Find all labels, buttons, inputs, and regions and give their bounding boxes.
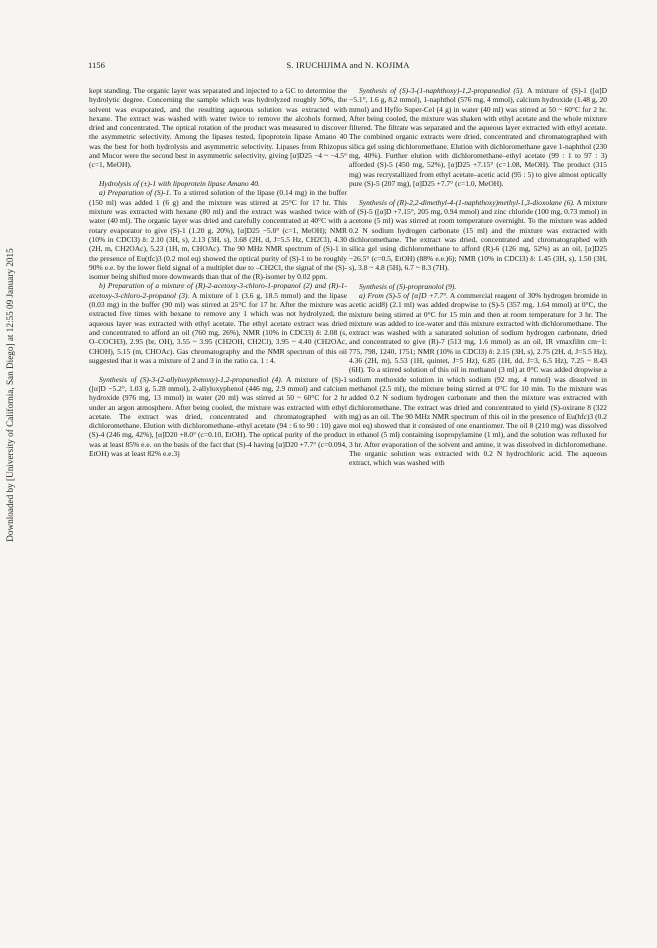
prep-b-paragraph [89,281,347,365]
synth9-a-paragraph [349,291,607,468]
synth9-a-subhead: a) From (S)-5 of [α]D +7.7°. [359,290,449,300]
prep-b-body: A mixture of 1 (3.6 g, 18.5 mmol) and the lipase (0.03 mg) in the buffer (90 ml) was stirred at 25°C for 17 hr. After the mixture was extracted five times with hexane to remove any 1 which was not hydrolyzed, the aqueous layer was extracted with ethyl acetate. The ethyl acetate extract was dried and concentrated to afford an oil (760 mg, 26%), NMR (10% in CDCl3) δ: 2.08 (s, O–COCH3), 2.95 (br, OH), 3.55 ~ 3.95 (CH2OH, CH2Cl), 3.95 ~ 4.40 (CH2OAc, CHOH), 5.15 (m, CHOAc). Gas chromatography and the NMR spectrum of this oil suggested that it was a mixture of 2 and 3 in the ratio ca. 1 : 4. [89,290,347,365]
synth6-body: A mixture of (S)-5 ([α]D +7.15°, 205 mg, 0.94 mmol) and zinc chloride (100 mg, 0.73 mmol) in acetone (5 ml) was stirred at room temperature overnight. To the mixture was added 0.2 N sodium hydrogen carbonate (15 ml) and the mixture was extracted with dichloromethane. The extract was dried, concentrated and chromatographed with silica gel using dichloromethane to afford (R)-6 (126 mg, 52%) as an oil, [α]D25 −26.5° (c=0.5, EtOH) (88% e.e.)6); NMR (10% in CDCl3) δ: 1.45 (3H, s), 1.50 (3H, s), 3.8 ~ 4.8 (5H), 6.7 ~ 8.3 (7H). [349,197,607,272]
synth5-title: Synthesis of (S)-3-(1-naphthoxy)-1,2-propanediol (5). [359,86,525,95]
synth4-title: Synthesis of (S)-3-(2-allyloxyphenoxy)-1,2-propanediol (4). [99,374,283,384]
synth6-paragraph [349,198,607,272]
synth5-section [349,86,607,188]
left-column [89,86,347,458]
hydrolysis-section [89,179,347,365]
synth4-body: A mixture of (S)-1 ([α]D −5.2°, 1.03 g, 5.28 mmol), 2-allyloxyphenol (446 mg, 2.9 mmol) and calcium hydroxide (976 mg, 13 mmol) in water (20 ml) was stirred at 50 ~ 60°C for 2 hr under an argon atmosphere. After being cooled, the mixture was extracted with ethyl acetate. The extract was dried, concentrated and chromatographed with dichloromethane. Elution with dichloromethane–ethyl acetate (94 : 6 to 90 : 10) gave (S)-4 (246 mg, 42%), [α]D20 +8.0° (c=0.10, EtOH). The optical purity of the product was at least 85% e.e. on the basis of the fact that (S)-4 having [α]D20 +7.7° (c=0.094, EtOH) was at least 82% e.e.3) [89,374,347,458]
synth6-title: Synthesis of (R)-2,2-dimethyl-4-(1-naphthoxy)methyl-1,3-dioxolane (6). [359,197,575,207]
download-sidebar [3,115,17,675]
synth9-title: Synthesis of (S)-propranolol (9). [359,281,457,291]
prep-a-body: To a stirred solution of the lipase (0.14 mg) in the buffer (150 ml) was added 1 (6 g) and the mixture was stirred at 25°C for 17 hr. This mixture was extracted with hexane (80 ml) and the extract was washed twice with water (40 ml). The organic layer was dried and carefully concentrated at 40°C with a rotary evaporator to give (S)-1 (1.20 g, 20%), [α]D25 −5.0° (c=1, MeOH); NMR (10% in CDCl3) δ: 2.10 (3H, s), 2.13 (3H, s), 3.68 (2H, d, J=5.5 Hz, CH2Cl), 4.30 (2H, m, CH2OAc), 5.23 (1H, m, CHOAc). The 90 MHz NMR spectrum of (S)-1 in the presence of Eu(tfc)3 (0.2 mol eq) showed the optical purity of (S)-1 to be roughly 90% e.e. by the lower field signal of a multiplet due to –CH2Cl, the signal of the (S)-isomer being shifted more downwards than that of the (R)-isomer by 0.02 ppm. [89,188,347,282]
page-header [88,60,608,74]
synth6-section [349,198,607,272]
synth4-paragraph [89,375,347,459]
synth5-paragraph [349,86,607,188]
download-notice: Downloaded by [University of California, San Diego] at 12:55 09 January 2015 [5,248,15,542]
synth9-section [349,282,607,468]
prep-b-subhead: b) Preparation of a mixture of (R)-2-acetoxy-3-chloro-1-propanol (2) and (R)-1-acetoxy-3-chloro-2-propanol (3). [89,281,347,300]
prep-a-paragraph [89,188,347,281]
synth9-a-body: A commercial reagent of 30% hydrogen bromide in acetic acid8) (2.1 ml) was added dropwise to (S)-5 (357 mg, 1.64 mmol) at 0°C, the mixture being stirred at 0°C for 15 min and then at room temperature for 3 hr. The mixture was added to ice-water and this mixture extracted with dichloromethane. The extract was washed with a saturated solution of sodium hydrogen carbonate, dried and concentrated to give (R)-7 (513 mg, 1.6 mmol) as an oil, IR νmaxfilm cm−1: 775, 798, 1240, 1751; NMR (10% in CDCl3) δ: 2.15 (3H, s), 2.75 (2H, d, J=5.5 Hz), 4.36 (2H, m), 5.53 (1H, quintet, J=5 Hz), 6.85 (1H, dd, J=3, 6.5 Hz), 7.25 ~ 8.43 (6H). To a stirred solution of this oil in methanol (3 ml) at 0°C was added dropwise a sodium methoxide solution in which sodium (92 mg, 4 mmol) was dissolved in methanol (2.5 ml), the mixture being stirred at 0°C for 10 min. To the mixture was added 0.2 N sodium hydrogen carbonate and then the mixture was extracted with dichloromethane. The extract was dried and concentrated to yield (S)-oxirane 8 (322 mg) as an oil. The 90 MHz NMR spectrum of this oil in the presence of Eu(hfc)3 (0.2 mol eq) showed that it consisted of one enantiomer. The oil 8 (210 mg) was dissolved in ethanol (5 ml) containing isopropylamine (1 ml), and the solution was refluxed for 3 hr. After evaporation of the solvent and amine, it was dissolved in dichloromethane. The organic solution was extracted with 0.2 N hydrochloric acid. The aqueous extract, which was washed with [349,290,607,468]
right-column [349,86,607,468]
intro-paragraph: kept standing. The organic layer was separated and injected to a GC to determine the hydrolytic degree. Concerning the sample which was hydrolyzed roughly 50%, the solvent was evaporated, and the resulting aqueous solution was extracted with hexane. The extract was washed with water twice to remove the alcohols formed, dried and concentrated. The optical rotation of the product was measured to discover the asymmetric selectivity. Among the lipases tested, lipoprotein lipase Amano 40 was the best for both hydrolysis and asymmetric selectivity. Lipases from Rhizopus and Mucor were the second best in asymmetric selectivity, giving [α]D25 −4 ~ −4.5° (c=1, MeOH). [89,86,347,170]
synth5-body: A mixture of (S)-1 ([α]D −5.1°, 1.6 g, 8.2 mmol), 1-naphthol (576 mg, 4 mmol), calcium hydroxide (1.48 g, 20 mmol) and Hyflo Super-Cel (4 g) in water (40 ml) was stirred at 50 ~ 60°C for 2 hr. After being cooled, the mixture was shaken with ethyl acetate and the whole mixture filtered. The filtrate was separated and the aqueous layer extracted with ethyl acetate. The combined organic extracts were dried, concentrated and chromatographed with silica gel using dichloromethane. Elution with dichloromethane gave 1-naphthol (230 mg, 40%). Further elution with dichloromethane–ethyl acetate (99 : 1 to 97 : 3) afforded (S)-5 (450 mg, 52%), [α]D25 +7.15° (c=1.08, MeOH). The product (315 mg) was recrystallized from ethyl acetate–acetic acid (95 : 5) to give almost optically pure (S)-5 (207 mg), [α]D25 +7.7° (c=1.0, MeOH). [349,86,607,188]
hydrolysis-title: Hydrolysis of (±)-1 with lipoprotein lipase Amano 40. [99,179,260,189]
running-head: S. IRUCHIJIMA and N. KOJIMA [286,60,410,70]
page-number: 1156 [88,60,105,70]
prep-a-subhead: a) Preparation of (S)-1. [99,188,172,198]
synth4-section [89,375,347,459]
